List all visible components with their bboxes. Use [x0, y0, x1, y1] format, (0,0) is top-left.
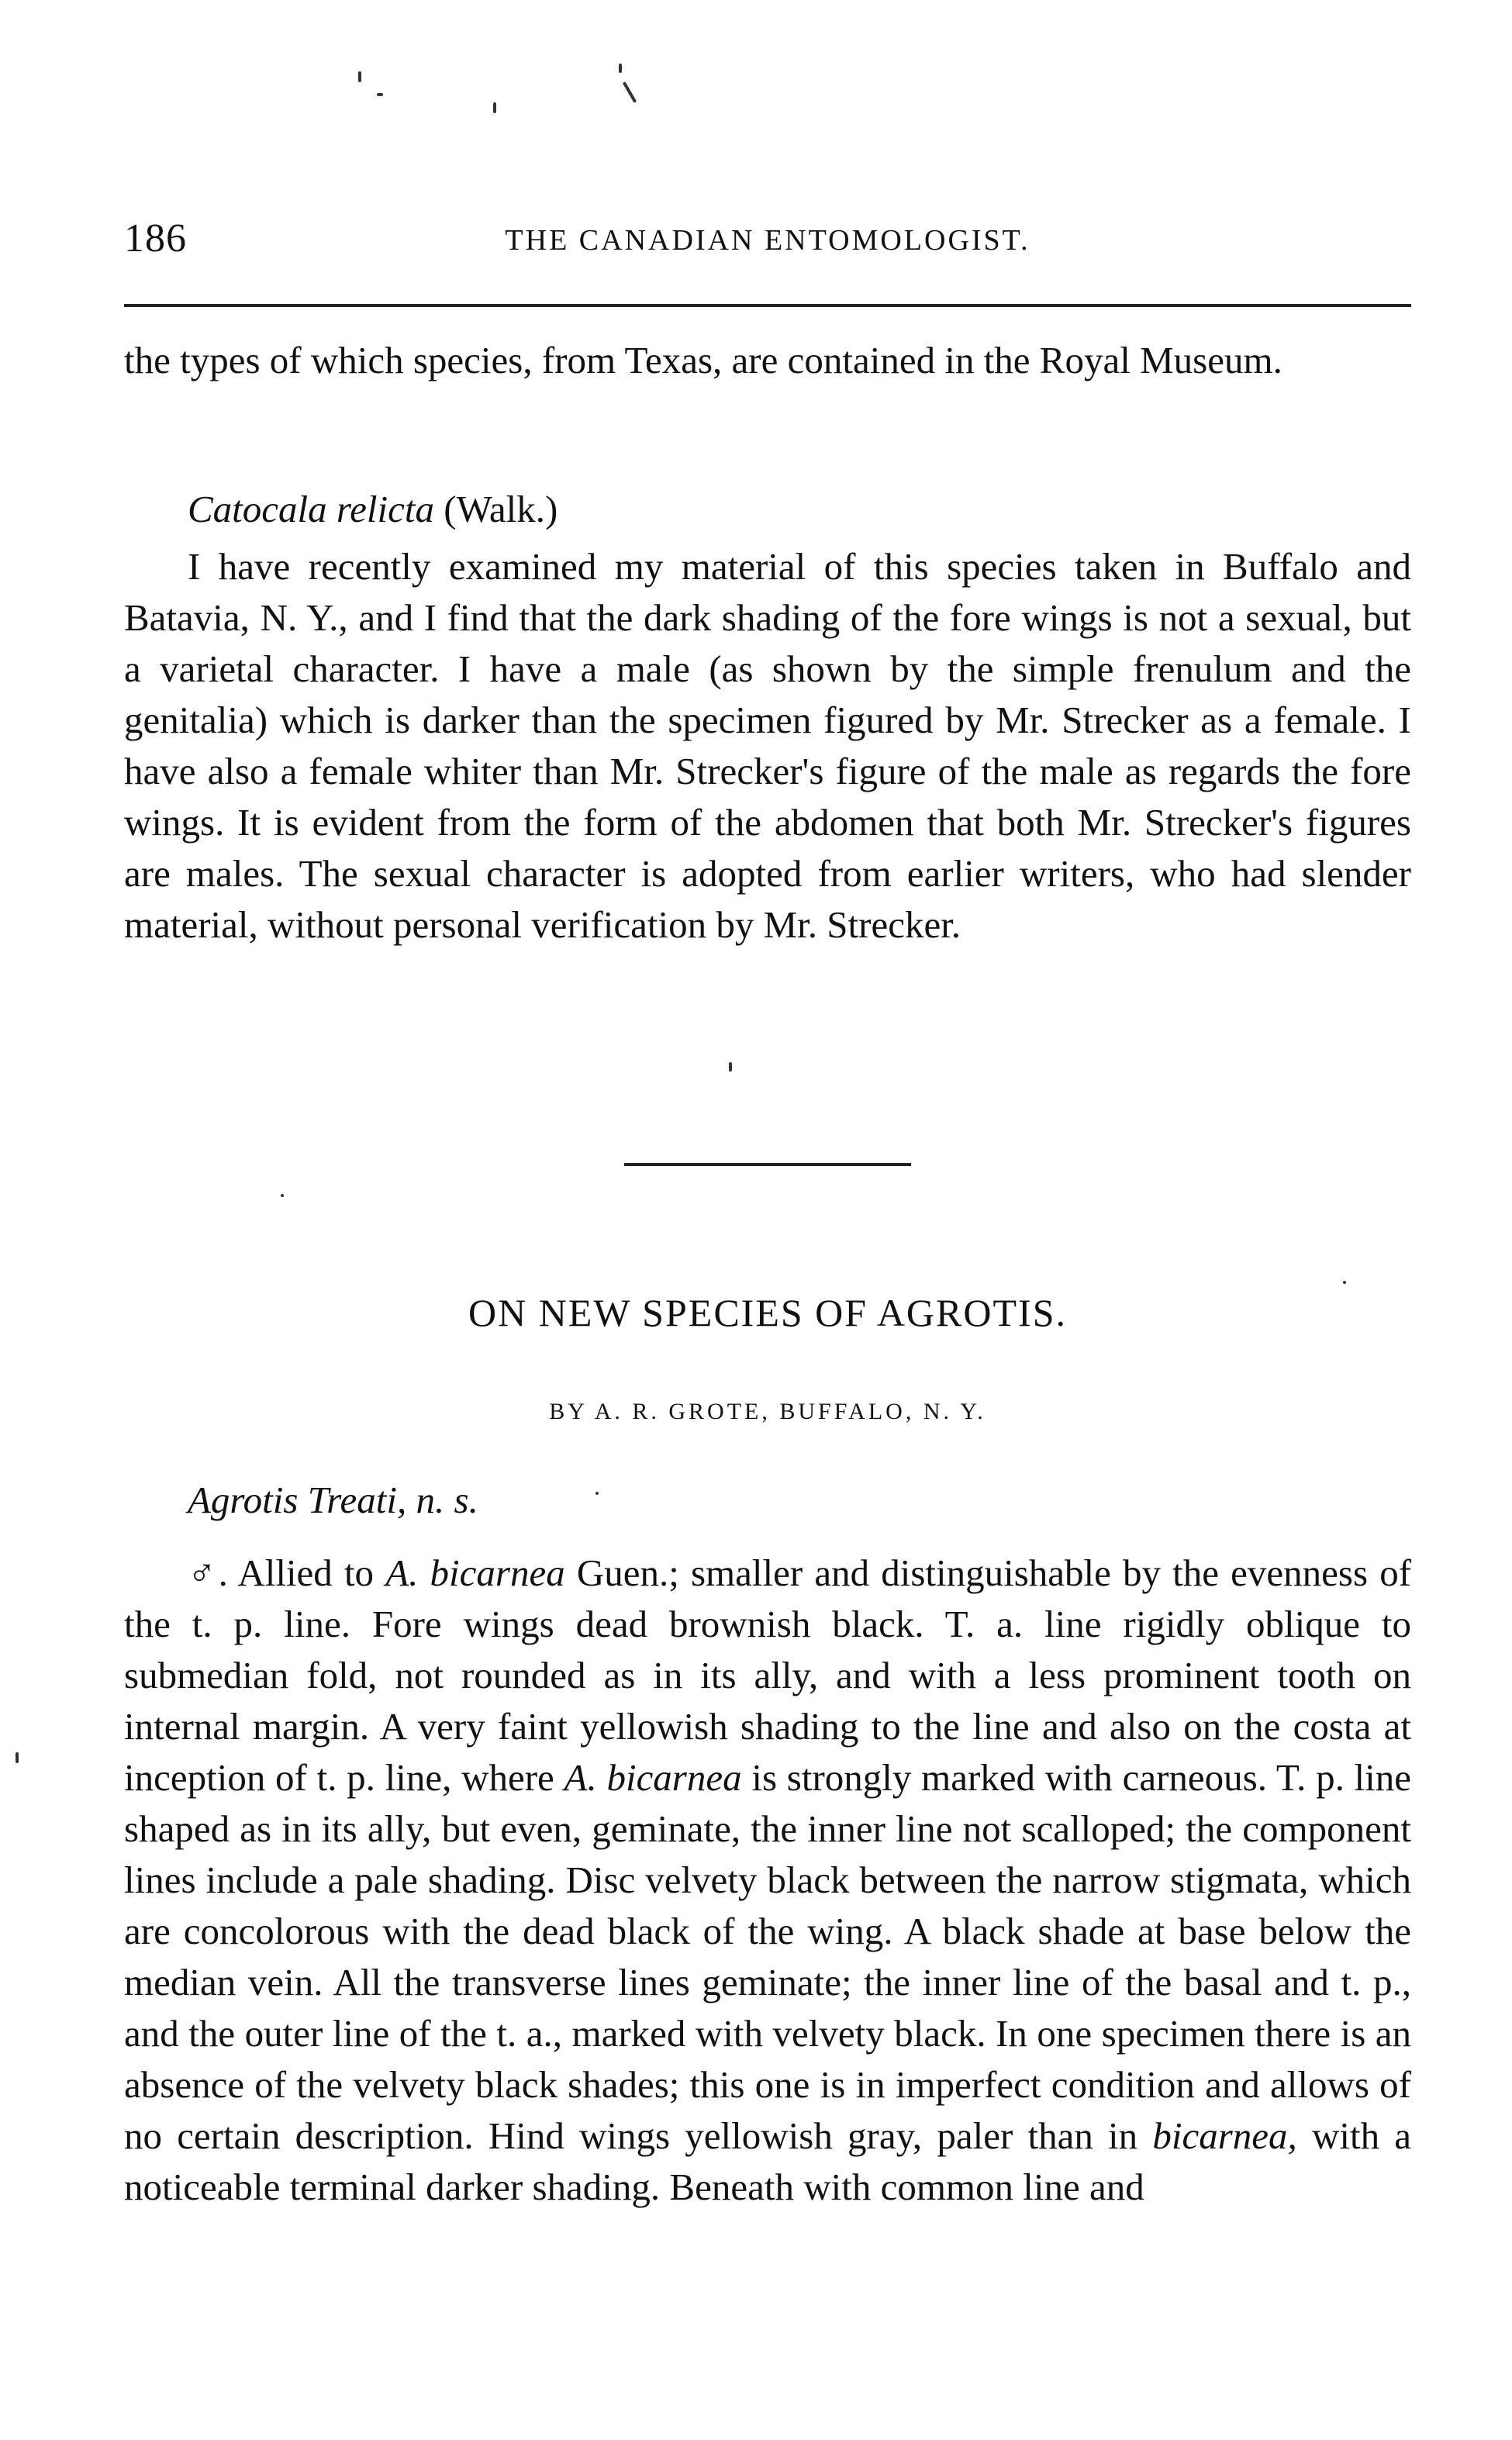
article-title: ON NEW SPECIES OF AGROTIS.: [468, 1291, 1067, 1334]
desc-part-g: with a noticeable terminal darker shading. Beneath with common line and: [124, 2114, 1412, 2208]
desc-species-ref-2: A. bicarnea: [564, 1756, 742, 1799]
desc-part-a: Allied to: [237, 1551, 375, 1594]
section-divider: [624, 1163, 911, 1166]
desc-part-c: Guen.; smaller and distinguishable by the evenness of the t. p. line. Fore wings dead brownish black. T. a. line rigidly oblique to submedian fold, not rounded as in its ally, and with a less prominent tooth on internal margin. A very faint yellowish shading to the line and also on the costa at inception of t. p. line, where: [124, 1551, 1412, 1799]
agrotis-description: [124, 1548, 1411, 2213]
scan-speck: [1343, 1281, 1346, 1284]
page-header: [124, 216, 1411, 270]
scan-speck: [358, 71, 361, 82]
desc-species-ref-3: bicarnea,: [1152, 2114, 1297, 2157]
header-rule: [124, 304, 1411, 307]
scan-speck: [619, 64, 622, 73]
article-byline: BY A. R. GROTE, BUFFALO, N. Y.: [549, 1399, 986, 1424]
desc-species-ref-1: A. bicarnea: [385, 1551, 565, 1594]
species-author: (Walk.): [444, 488, 558, 530]
catocala-paragraph: I have recently examined my material of this species taken in Buffalo and Batavia, N. Y., and I find that the dark shading of the fore wings is not a sexual, but a varietal character. I have a male (as shown by the simple frenulum and the genitalia) which is darker than the specimen figured by Mr. Strecker as a female. I have also a female whiter than Mr. Strecker's figure of the male as regards the fore wings. It is evident from the form of the abdomen that both Mr. Strecker's figures are males. The sexual character is adopted from earlier writers, who had slender material, without personal verification by Mr. Strecker.: [124, 545, 1411, 946]
scan-speck: [16, 1752, 19, 1763]
scan-speck: [493, 102, 496, 113]
page-number: 186: [124, 216, 187, 261]
species-name: Catocala relicta: [188, 488, 434, 530]
continued-paragraph: the types of which species, from Texas, are contained in the Royal Museum.: [124, 339, 1282, 381]
scan-speck: [281, 1194, 284, 1197]
species-heading-catocala: [188, 484, 558, 535]
male-symbol: ♂.: [188, 1551, 228, 1594]
scan-speck: [595, 1492, 599, 1495]
running-title: THE CANADIAN ENTOMOLOGIST.: [505, 224, 1030, 257]
scan-speck: [623, 81, 637, 103]
scan-speck: [377, 93, 383, 96]
species-heading-agrotis: Agrotis Treati, n. s.: [188, 1479, 478, 1521]
scan-speck: [729, 1062, 732, 1072]
desc-part-e: is strongly marked with carneous. T. p. line shaped as in its ally, but even, geminate, the inner line not scalloped; the component lines include a pale shading. Disc velvety black between the narrow stigmata, which are concolorous with the dead black of the wing. A black shade at base below the median vein. All the transverse lines geminate; the inner line of the basal and t. p., and the outer line of the t. a., marked with velvety black. In one specimen there is an absence of the velvety black shades; this one is in imperfect condition and allows of no certain description. Hind wings yellowish gray, paler than in: [124, 1756, 1412, 2157]
